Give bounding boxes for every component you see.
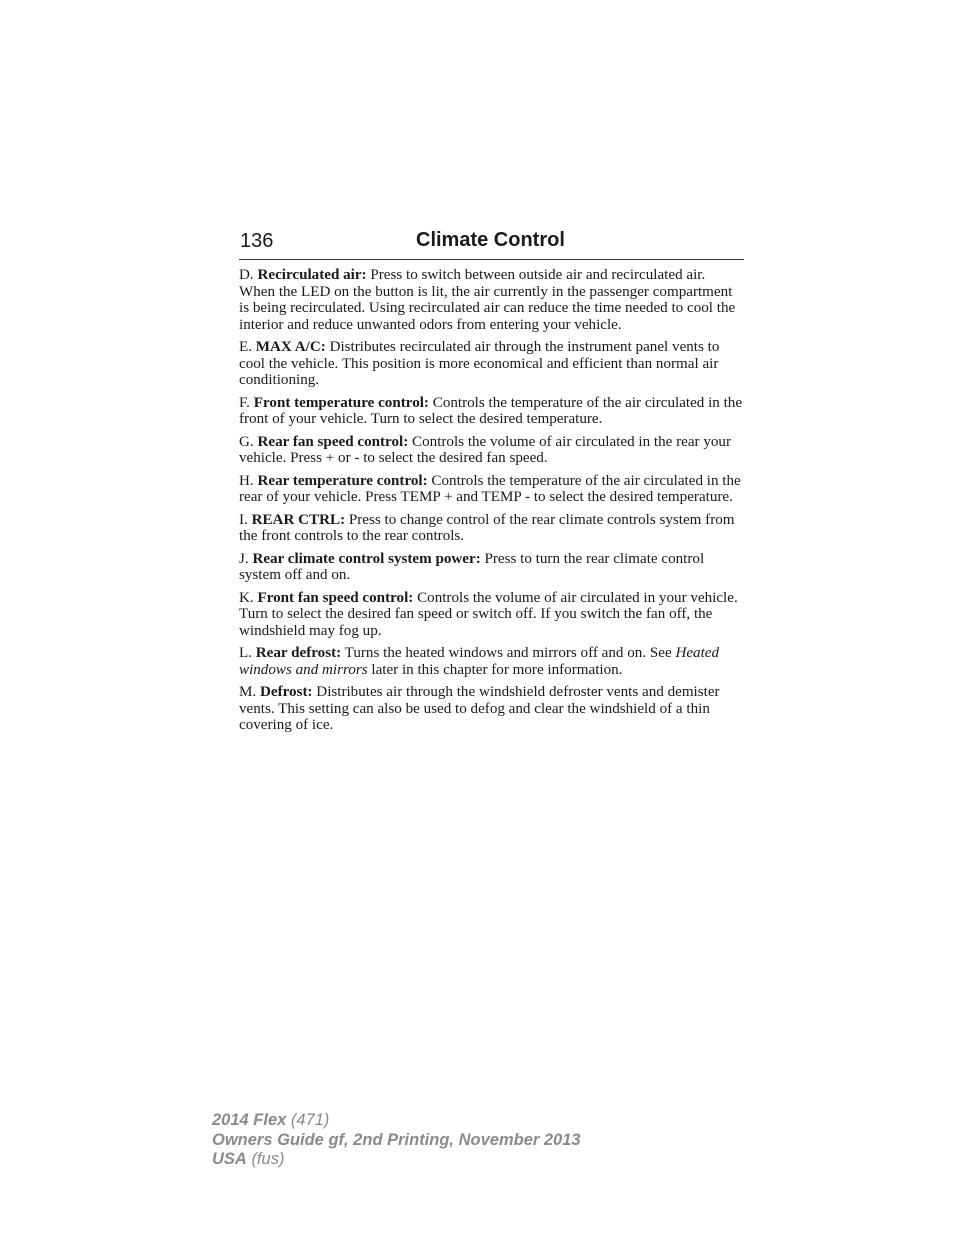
item-term: Rear climate control system power: <box>252 550 481 567</box>
item-m <box>239 684 744 734</box>
item-l <box>239 645 744 678</box>
item-term: MAX A/C: <box>255 339 326 355</box>
item-term: Front fan speed control: <box>257 589 414 606</box>
footer-model-line <box>212 1111 581 1131</box>
item-term: REAR CTRL: <box>251 511 346 528</box>
footer-model: 2014 Flex <box>212 1111 287 1129</box>
item-h <box>239 473 744 506</box>
footer-region-code: (fus) <box>251 1150 285 1168</box>
item-term: Rear fan speed control: <box>257 433 409 450</box>
item-text: later in this chapter for more information. <box>371 661 623 678</box>
item-letter: F. <box>239 394 250 411</box>
item-text: Press to switch between outside air and recirculated air. When the LED on the button is lit, the air currently in the passenger compartment is being recirculated. Using recirculated air can reduce the time needed to cool the interior and reduce unwanted odors from entering your vehicle. <box>239 267 736 333</box>
footer-guide: Owners Guide gf, 2nd Printing, November 2013 <box>212 1130 581 1149</box>
item-f <box>239 395 744 428</box>
item-letter: I. <box>239 511 248 528</box>
item-text: Press to turn the rear climate control system off and on. <box>239 550 705 583</box>
item-letter: H. <box>239 472 254 489</box>
item-i <box>239 512 744 545</box>
footer-guide-line <box>212 1131 581 1151</box>
item-g <box>239 434 744 467</box>
item-k <box>239 590 744 640</box>
item-text: Controls the volume of air circulated in the rear your vehicle. Press + or - to select the desired fan speed. <box>239 433 732 466</box>
item-term: Rear temperature control: <box>257 472 428 489</box>
footer-region-line <box>212 1150 581 1170</box>
item-letter: M. <box>239 684 257 700</box>
item-text: Turns the heated windows and mirrors off and on. See <box>344 645 672 661</box>
chapter-title: Climate Control <box>416 229 565 251</box>
item-term: Front temperature control: <box>253 394 429 411</box>
item-text: Controls the volume of air circulated in your vehicle. Turn to select the desired fan speed or switch off. If you switch the fan off, the windshield may fog up. <box>239 589 738 639</box>
body-text <box>239 267 744 740</box>
item-text: Distributes air through the windshield defroster vents and demister vents. This setting can also be used to defog and clear the windshield of a thin covering of ice. <box>239 684 720 733</box>
item-d <box>239 267 744 333</box>
item-j <box>239 551 744 584</box>
item-letter: L. <box>239 645 252 661</box>
item-term: Recirculated air: <box>257 267 367 283</box>
page-number: 136 <box>240 230 274 252</box>
item-letter: G. <box>239 433 254 450</box>
item-text: Press to change control of the rear climate controls system from the front controls to the rear controls. <box>239 511 735 544</box>
item-e <box>239 339 744 389</box>
page-footer <box>212 1111 581 1170</box>
cross-reference-link[interactable]: Heated windows and mirrors <box>239 645 720 678</box>
footer-model-code: (471) <box>290 1111 330 1129</box>
item-term: Defrost: <box>259 684 313 700</box>
item-text: Controls the temperature of the air circulated in the rear of your vehicle. Press TEMP + and TEMP - to select the desired temperature. <box>239 472 741 505</box>
item-term: Rear defrost: <box>255 645 342 661</box>
item-text: Distributes recirculated air through the instrument panel vents to cool the vehicle. This position is more economical and efficient than normal air conditioning. <box>239 339 720 388</box>
item-letter: D. <box>239 267 254 283</box>
page-header <box>239 228 744 260</box>
item-letter: J. <box>239 550 249 567</box>
item-letter: E. <box>239 339 252 355</box>
footer-region: USA <box>212 1150 247 1168</box>
item-text: Controls the temperature of the air circulated in the front of your vehicle. Turn to select the desired temperature. <box>239 394 743 427</box>
item-letter: K. <box>239 589 254 606</box>
